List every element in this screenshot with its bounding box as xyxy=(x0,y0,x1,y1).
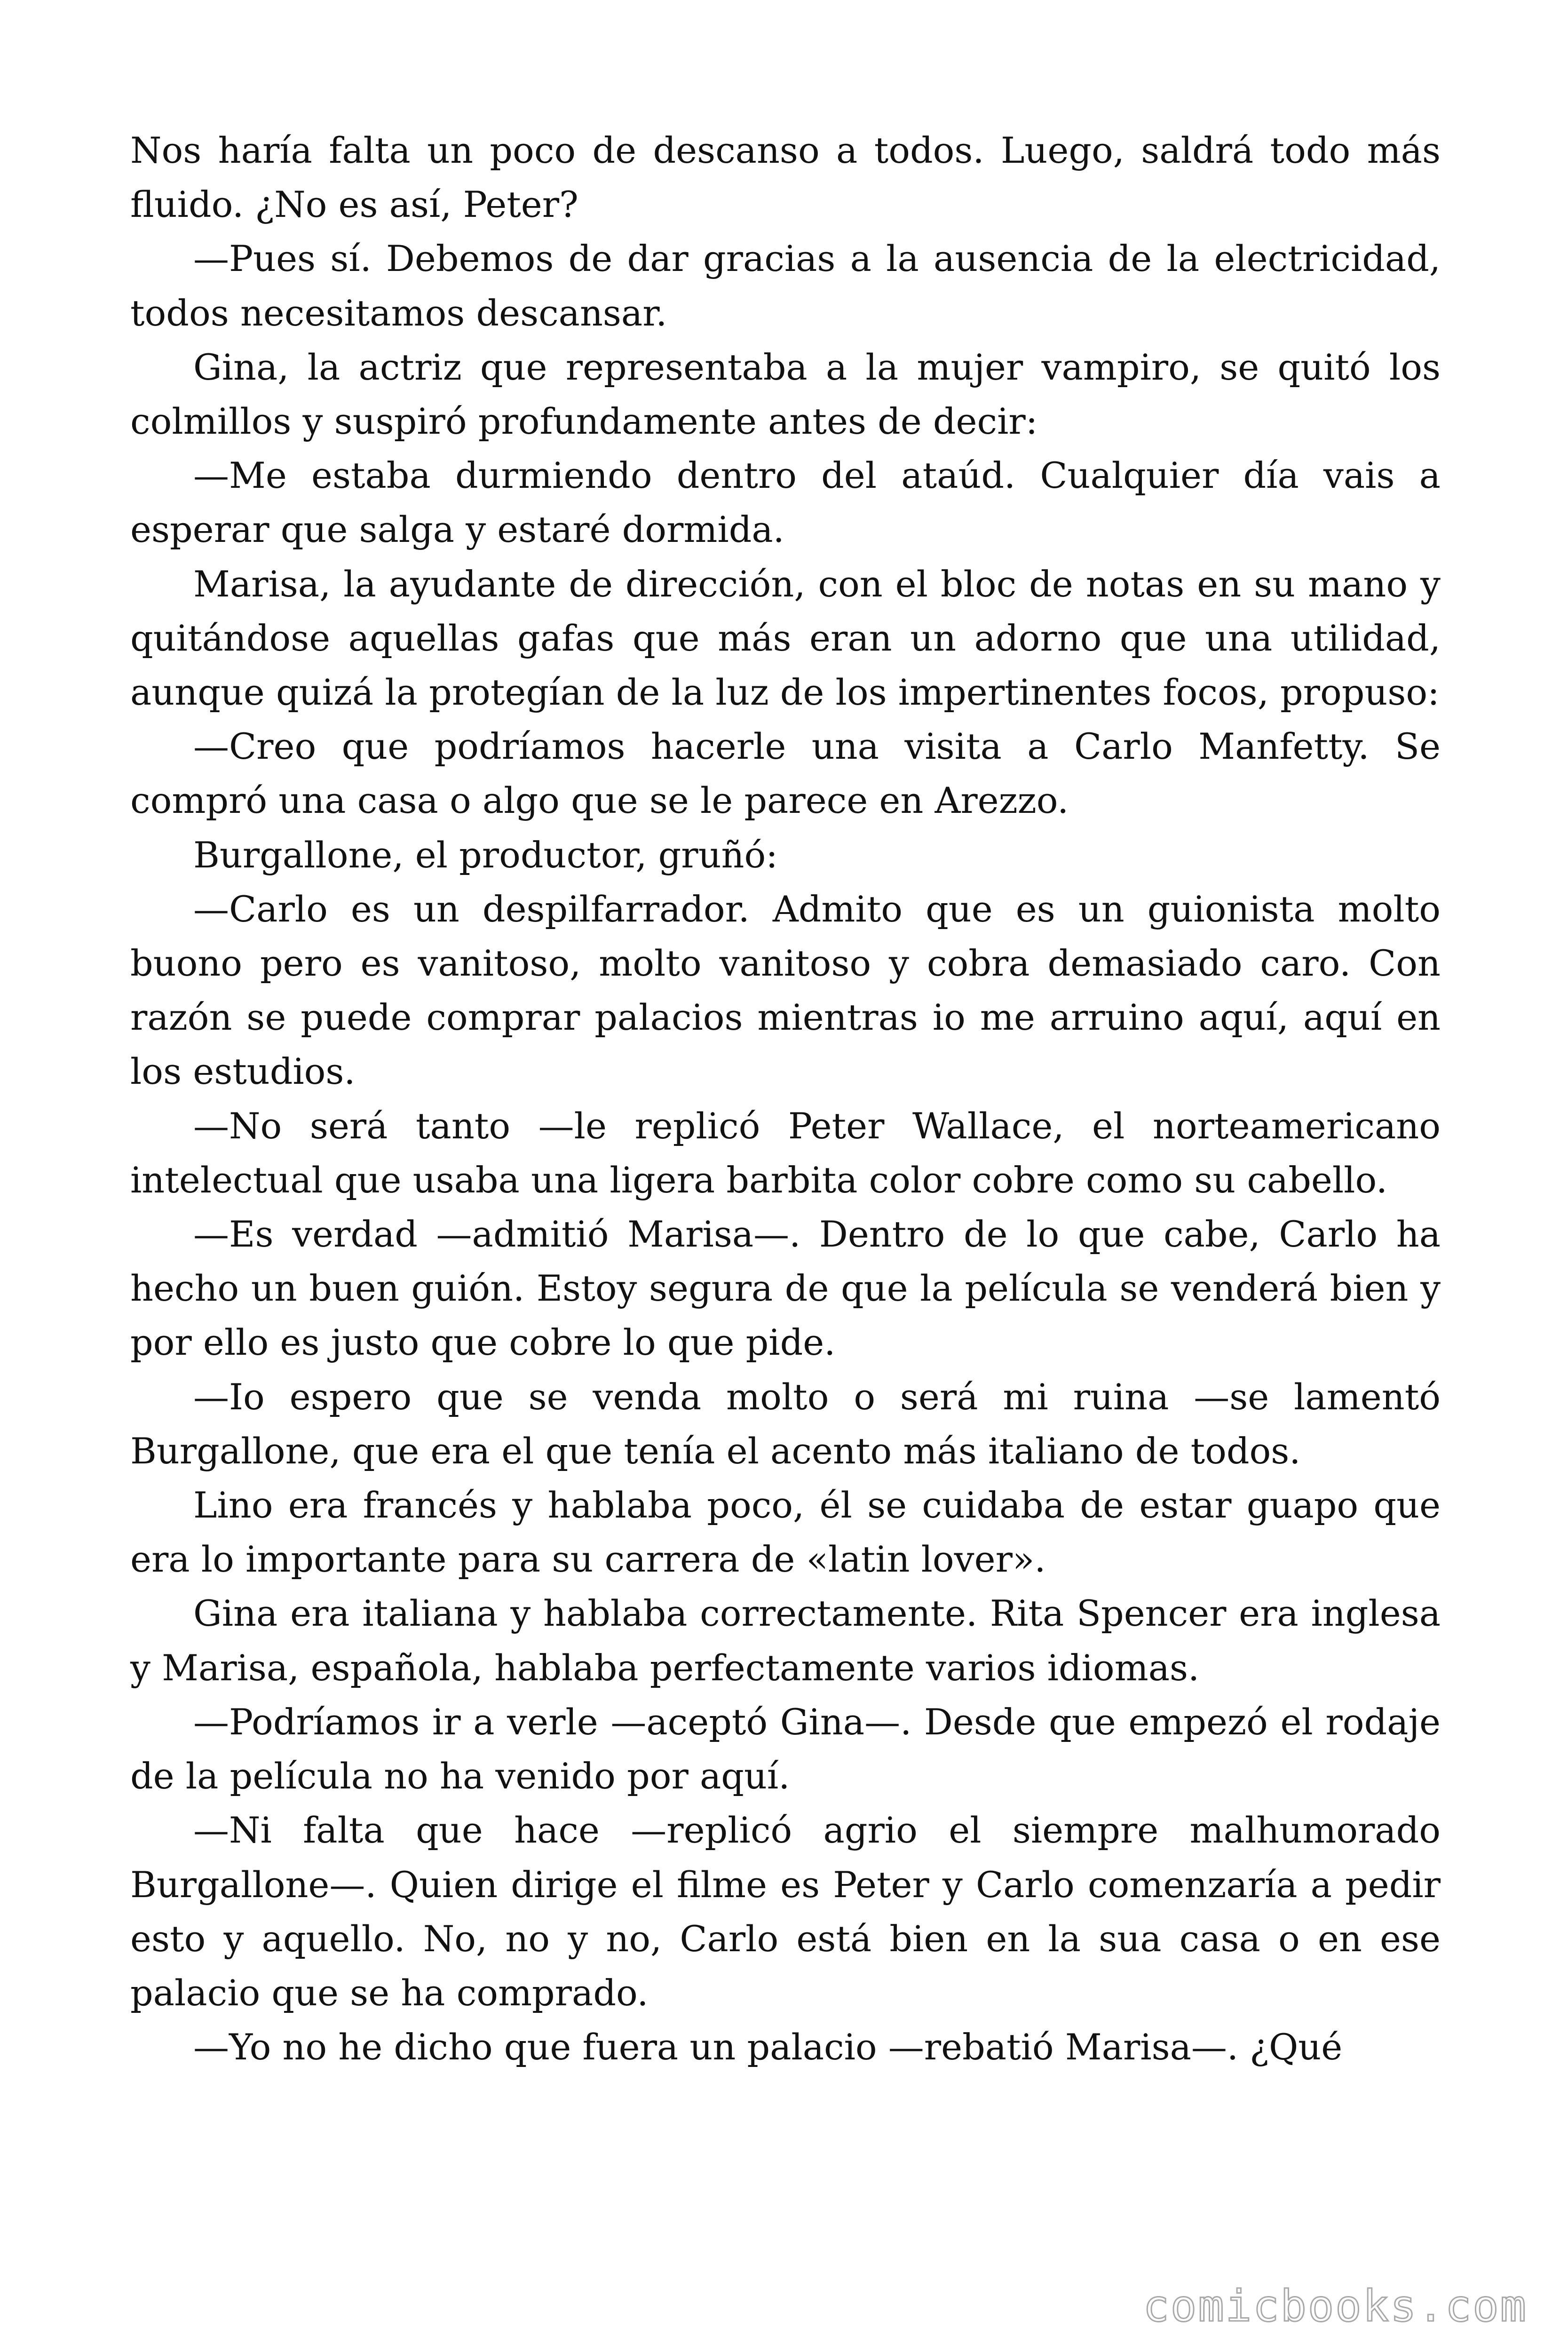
watermark-text: comicbooks.com xyxy=(1143,2281,1528,2331)
paragraph: Burgallone, el productor, gruñó: xyxy=(193,834,778,876)
paragraph: —Carlo es un despilfarrador. Admito que es un guionista molto buono pero es vanitoso, molto vanitoso y cobra demasiado caro. Con razón se puede comprar palacios mientras io me arruino aquí, aquí en los estudios. xyxy=(130,888,1441,1093)
paragraph: —Io espero que se venda molto o será mi ruina —se lamentó Burgallone, que era el que tenía el acento más italiano de todos. xyxy=(130,1375,1441,1472)
paragraph: Gina era italiana y hablaba correctamente. Rita Spencer era inglesa y Marisa, española, hablaba perfectamente varios idiomas. xyxy=(130,1592,1441,1689)
paragraph: Marisa, la ayudante de dirección, con el bloc de notas en su mano y quitándose aquellas gafas que más eran un adorno que una utilidad, aunque quizá la protegían de la luz de los impertinentes focos, propuso: xyxy=(130,563,1441,714)
paragraph: —Ni falta que hace —replicó agrio el siempre malhumorado Burgallone—. Quien dirige el filme es Peter y Carlo comenzaría a pedir esto y aquello. No, no y no, Carlo está bien en la sua casa o en ese palacio que se ha comprado. xyxy=(130,1809,1441,2014)
paragraph: —Me estaba durmiendo dentro del ataúd. Cualquier día vais a esperar que salga y estaré dormida. xyxy=(130,454,1441,551)
paragraph: —Es verdad —admitió Marisa—. Dentro de lo que cabe, Carlo ha hecho un buen guión. Estoy segura de que la película se venderá bien y por ello es justo que cobre lo que pide. xyxy=(130,1213,1441,1364)
paragraph: Gina, la actriz que representaba a la mujer vampiro, se quitó los colmillos y suspiró profundamente antes de decir: xyxy=(130,346,1441,443)
paragraph: Nos haría falta un poco de descanso a todos. Luego, saldrá todo más fluido. ¿No es así, Peter? xyxy=(130,129,1441,226)
paragraph: —Podríamos ir a verle —aceptó Gina—. Desde que empezó el rodaje de la película no ha venido por aquí. xyxy=(130,1700,1441,1797)
paragraph: —Yo no he dicho que fuera un palacio —rebatió Marisa—. ¿Qué xyxy=(193,2026,1343,2068)
paragraph: Lino era francés y hablaba poco, él se cuidaba de estar guapo que era lo importante para su carrera de «latin lover». xyxy=(130,1484,1441,1581)
paragraph: —Creo que podríamos hacerle una visita a Carlo Manfetty. Se compró una casa o algo que se le parece en Arezzo. xyxy=(130,725,1441,822)
paragraph: —No será tanto —le replicó Peter Wallace, el norteamericano intelectual que usaba una ligera barbita color cobre como su cabello. xyxy=(130,1104,1441,1201)
paragraph: —Pues sí. Debemos de dar gracias a la ausencia de la electricidad, todos necesitamos descansar. xyxy=(130,238,1441,334)
body-text xyxy=(130,123,1441,2074)
